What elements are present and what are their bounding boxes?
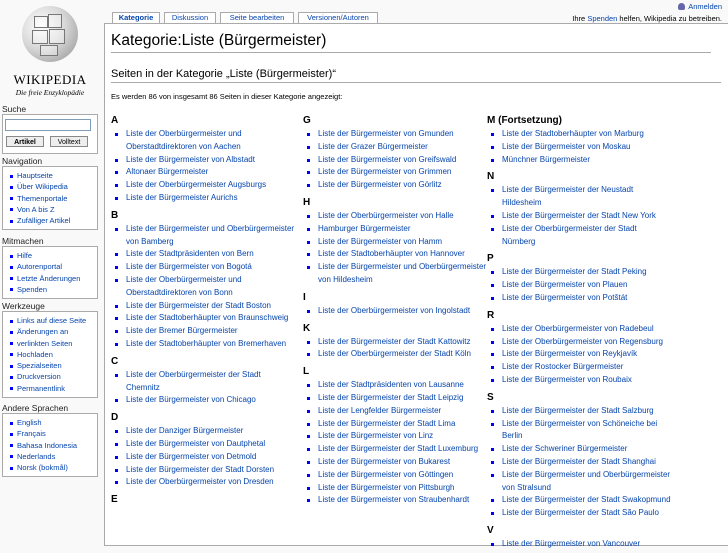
category-member-link[interactable]: Liste der Danziger Bürgermeister [124,425,296,438]
search-heading: Suche [2,104,27,114]
category-list [303,379,488,507]
languages-heading: Andere Sprachen [2,403,69,413]
letter-heading: E [111,494,118,506]
category-member-link[interactable]: Liste der Bürgermeister von Reykjavík [500,348,672,361]
category-member-link[interactable]: Liste der Bürgermeister und Oberbürgermeister von Stralsund [500,469,672,495]
category-member-link[interactable]: Liste der Stadtoberhäupter von Marburg [500,128,672,141]
user-icon [678,3,685,10]
category-member-link[interactable]: Liste der Bürgermeister von Chicago [124,394,296,407]
category-member-link[interactable]: Liste der Bürgermeister von Göttingen [316,469,488,482]
category-list [487,405,672,520]
category-list [303,336,488,362]
category-member-link[interactable]: Liste der Bürgermeister der Stadt Boston [124,300,296,313]
login-link[interactable]: Anmelden [572,2,722,11]
category-member-link[interactable]: Liste der Bürgermeister der Stadt New York [500,210,672,223]
category-member-link[interactable]: Liste der Oberbürgermeister Augsburgs [124,179,296,192]
category-member-link[interactable]: Liste der Oberbürgermeister von Radebeul [500,323,672,336]
tools-box [2,311,98,398]
category-member-link[interactable]: Liste der Bürgermeister der Stadt Luxemburg [316,443,488,456]
lang-nederlands[interactable]: Nederlands [9,451,97,462]
tool-special-pages[interactable]: Spezialseiten [9,360,97,371]
category-member-link[interactable]: Liste der Oberbürgermeister von Dresden [124,476,296,489]
category-member-link[interactable]: Liste der Bürgermeister von Hamm [316,236,488,249]
nav-item-spenden[interactable]: Spenden [9,284,97,295]
category-member-link[interactable]: Liste der Stadtoberhäupter von Bremerhaven [124,338,296,351]
category-member-link[interactable]: Liste der Stadtpräsidenten von Bern [124,248,296,261]
participate-heading: Mitmachen [2,236,44,246]
tool-permanent-link[interactable]: Permanentlink [9,383,97,394]
category-member-link[interactable]: Liste der Bürgermeister der Stadt Swakopmund [500,494,672,507]
category-member-link[interactable]: Liste der Bürgermeister von Schöneiche bei Berlin [500,418,672,444]
category-member-link[interactable]: Liste der Bürgermeister von Moskau [500,141,672,154]
category-member-link[interactable]: Liste der Bürgermeister der Stadt Leipzig [316,392,488,405]
participate-box [2,246,98,299]
category-member-link[interactable]: Liste der Stadtpräsidenten von Lausanne [316,379,488,392]
category-member-link[interactable]: Liste der Bürgermeister von Bukarest [316,456,488,469]
category-member-link[interactable]: Liste der Bürgermeister und Oberbürgermeister von Hildesheim [316,261,488,287]
category-member-link[interactable]: Liste der Lengfelder Bürgermeister [316,405,488,418]
category-member-link[interactable]: Münchner Bürgermeister [500,154,672,167]
logo-wordmark: WIKIPEDIA [13,72,87,87]
category-list [303,210,488,287]
category-member-link[interactable]: Liste der Schweriner Bürgermeister [500,443,672,456]
category-member-link[interactable]: Liste der Oberbürgermeister der Stadt Chemnitz [124,369,296,395]
category-member-link[interactable]: Liste der Stadtoberhäupter von Hannover [316,248,488,261]
tab-versionen[interactable]: Versionen/Autoren [298,12,378,23]
category-member-link[interactable]: Liste der Bremer Bürgermeister [124,325,296,338]
category-list [111,128,296,205]
letter-heading: V [487,524,494,536]
tools-heading: Werkzeuge [2,301,45,311]
donate-link[interactable]: Spenden [587,14,618,23]
category-member-link[interactable]: Liste der Bürgermeister der Stadt Dorsten [124,464,296,477]
category-list [303,305,488,318]
tab-kategorie[interactable]: Kategorie [112,12,160,23]
tool-links-here[interactable]: Links auf diese Seite [9,315,97,326]
letter-heading: G [303,115,311,126]
letter-heading: K [303,322,311,334]
category-member-link[interactable]: Liste der Oberbürgermeister der Stadt Nürnberg [500,223,672,249]
search-input[interactable] [5,119,91,131]
tool-upload[interactable]: Hochladen [9,349,97,360]
category-member-link[interactable]: Liste der Bürgermeister der Stadt Peking [500,266,672,279]
navigation-box [2,166,98,230]
nav-item-ueber-wikipedia[interactable]: Über Wikipedia [9,181,97,192]
category-member-link[interactable]: Liste der Bürgermeister von Bogotá [124,261,296,274]
category-member-link[interactable]: Liste der Bürgermeister von Pittsburgh [316,482,488,495]
lang-bahasa-indonesia[interactable]: Bahasa Indonesia [9,440,97,451]
letter-heading: P [487,253,494,265]
category-member-link[interactable]: Liste der Bürgermeister von Gmunden [316,128,488,141]
letter-heading: B [111,209,119,221]
content-area [104,23,728,546]
category-list [111,425,296,489]
nav-item-letzte-aenderungen[interactable]: Letzte Änderungen [9,273,97,284]
nav-item-hilfe[interactable]: Hilfe [9,250,97,261]
page-title: Kategorie:Liste (Bürgermeister) [111,32,711,53]
category-member-link[interactable]: Liste der Bürgermeister von Detmold [124,451,296,464]
category-member-link[interactable]: Liste der Bürgermeister der Neustadt Hildesheim [500,184,672,210]
category-member-link[interactable]: Liste der Bürgermeister von Grimmen [316,166,488,179]
fulltext-button[interactable]: Volltext [50,136,88,147]
article-button[interactable]: Artikel [6,136,44,147]
tab-diskussion[interactable]: Diskussion [164,12,216,23]
letter-heading: C [111,355,119,367]
lang-francais[interactable]: Français [9,428,97,439]
category-member-link[interactable]: Liste der Bürgermeister von Roubaix [500,374,672,387]
category-member-link[interactable]: Liste der Bürgermeister der Stadt Kattowitz [316,336,488,349]
category-member-link[interactable]: Hamburger Bürgermeister [316,223,488,236]
donate-notice: Ihre Spenden helfen, Wikipedia zu betreiben. [572,14,722,23]
category-member-link[interactable]: Liste der Stadtoberhäupter von Braunschweig [124,312,296,325]
category-member-link[interactable]: Liste der Oberbürgermeister von Halle [316,210,488,223]
category-member-link[interactable]: Liste der Oberbürgermeister und Oberstadtdirektoren von Bonn [124,274,296,300]
category-member-link[interactable]: Liste der Oberbürgermeister von Regensburg [500,336,672,349]
category-member-link[interactable]: Liste der Bürgermeister von Linz [316,430,488,443]
category-member-link[interactable]: Liste der Bürgermeister von Straubenhardt [316,494,488,507]
category-member-link[interactable]: Liste der Bürgermeister von Albstadt [124,154,296,167]
category-member-link[interactable]: Liste der Bürgermeister der Stadt Shanghai [500,456,672,469]
category-list [487,538,672,551]
tab-seite-bearbeiten[interactable]: Seite bearbeiten [220,12,294,23]
category-column-3 [487,112,672,553]
category-member-link[interactable]: Liste der Bürgermeister von Dautphetal [124,438,296,451]
nav-item-hauptseite[interactable]: Hauptseite [9,170,97,181]
nav-item-a-bis-z[interactable]: Von A bis Z [9,204,97,215]
tool-related-changes[interactable]: Änderungen an [9,326,97,337]
category-list [487,184,672,248]
letter-heading: H [303,196,311,208]
wikipedia-logo[interactable] [0,0,100,102]
category-list [111,223,296,351]
nav-item-autorenportal[interactable]: Autorenportal [9,261,97,272]
category-list [487,266,672,304]
category-member-link[interactable]: Liste der Oberbürgermeister der Stadt Köln [316,348,488,361]
navigation-heading: Navigation [2,156,43,166]
category-list [303,128,488,192]
letter-heading: I [303,291,306,303]
category-list [487,323,672,387]
letter-heading: D [111,412,119,424]
category-member-link[interactable]: Liste der Grazer Bürgermeister [316,141,488,154]
category-member-link[interactable]: Liste der Bürgermeister von Potštát [500,292,672,305]
letter-heading: M (Fortsetzung) [487,115,562,126]
lang-english[interactable]: English [9,417,97,428]
category-member-link[interactable]: Liste der Bürgermeister von Greifswald [316,154,488,167]
lang-norsk[interactable]: Norsk (bokmål) [9,462,97,473]
category-subtitle: Seiten in der Kategorie „Liste (Bürgermeister)“ [111,68,721,83]
category-member-link[interactable]: Liste der Bürgermeister von Vancouver [500,538,672,551]
tool-related-changes-cont[interactable]: verlinkten Seiten [9,338,97,349]
letter-heading: R [487,309,495,321]
page-count: Es werden 86 von insgesamt 86 Seiten in dieser Kategorie angezeigt: [111,92,343,101]
category-member-link[interactable]: Liste der Bürgermeister der Stadt Salzburg [500,405,672,418]
category-member-link[interactable]: Altonaer Bürgermeister [124,166,296,179]
category-member-link[interactable]: Liste der Oberbürgermeister von Ingolstadt [316,305,488,318]
category-list [111,369,296,407]
category-member-link[interactable]: Liste der Rostocker Bürgermeister [500,361,672,374]
logo-tagline: Die freie Enzyklopädie [15,88,85,97]
letter-heading: L [303,366,310,378]
category-member-link[interactable]: Liste der Bürgermeister von Plauen [500,279,672,292]
category-column-1 [111,112,296,509]
nav-item-themenportale[interactable]: Themenportale [9,193,97,204]
nav-item-zufaelliger-artikel[interactable]: Zufälliger Artikel [9,215,97,226]
letter-heading: A [111,115,119,126]
letter-heading: N [487,171,495,183]
tool-print-version[interactable]: Druckversion [9,371,97,382]
personal-tools [572,2,722,23]
category-member-link[interactable]: Liste der Oberbürgermeister und Oberstadtdirektoren von Aachen [124,128,296,154]
category-member-link[interactable]: Liste der Bürgermeister der Stadt São Paulo [500,507,672,520]
category-member-link[interactable]: Liste der Bürgermeister von Görlitz [316,179,488,192]
languages-box [2,413,98,477]
letter-heading: S [487,391,494,403]
category-list [487,128,672,166]
category-column-2 [303,112,488,509]
category-member-link[interactable]: Liste der Bürgermeister und Oberbürgermeister von Bamberg [124,223,296,249]
category-member-link[interactable]: Liste der Bürgermeister der Stadt Lima [316,418,488,431]
puzzle-globe-icon [22,6,78,62]
category-member-link[interactable]: Liste der Bürgermeister Aurichs [124,192,296,205]
